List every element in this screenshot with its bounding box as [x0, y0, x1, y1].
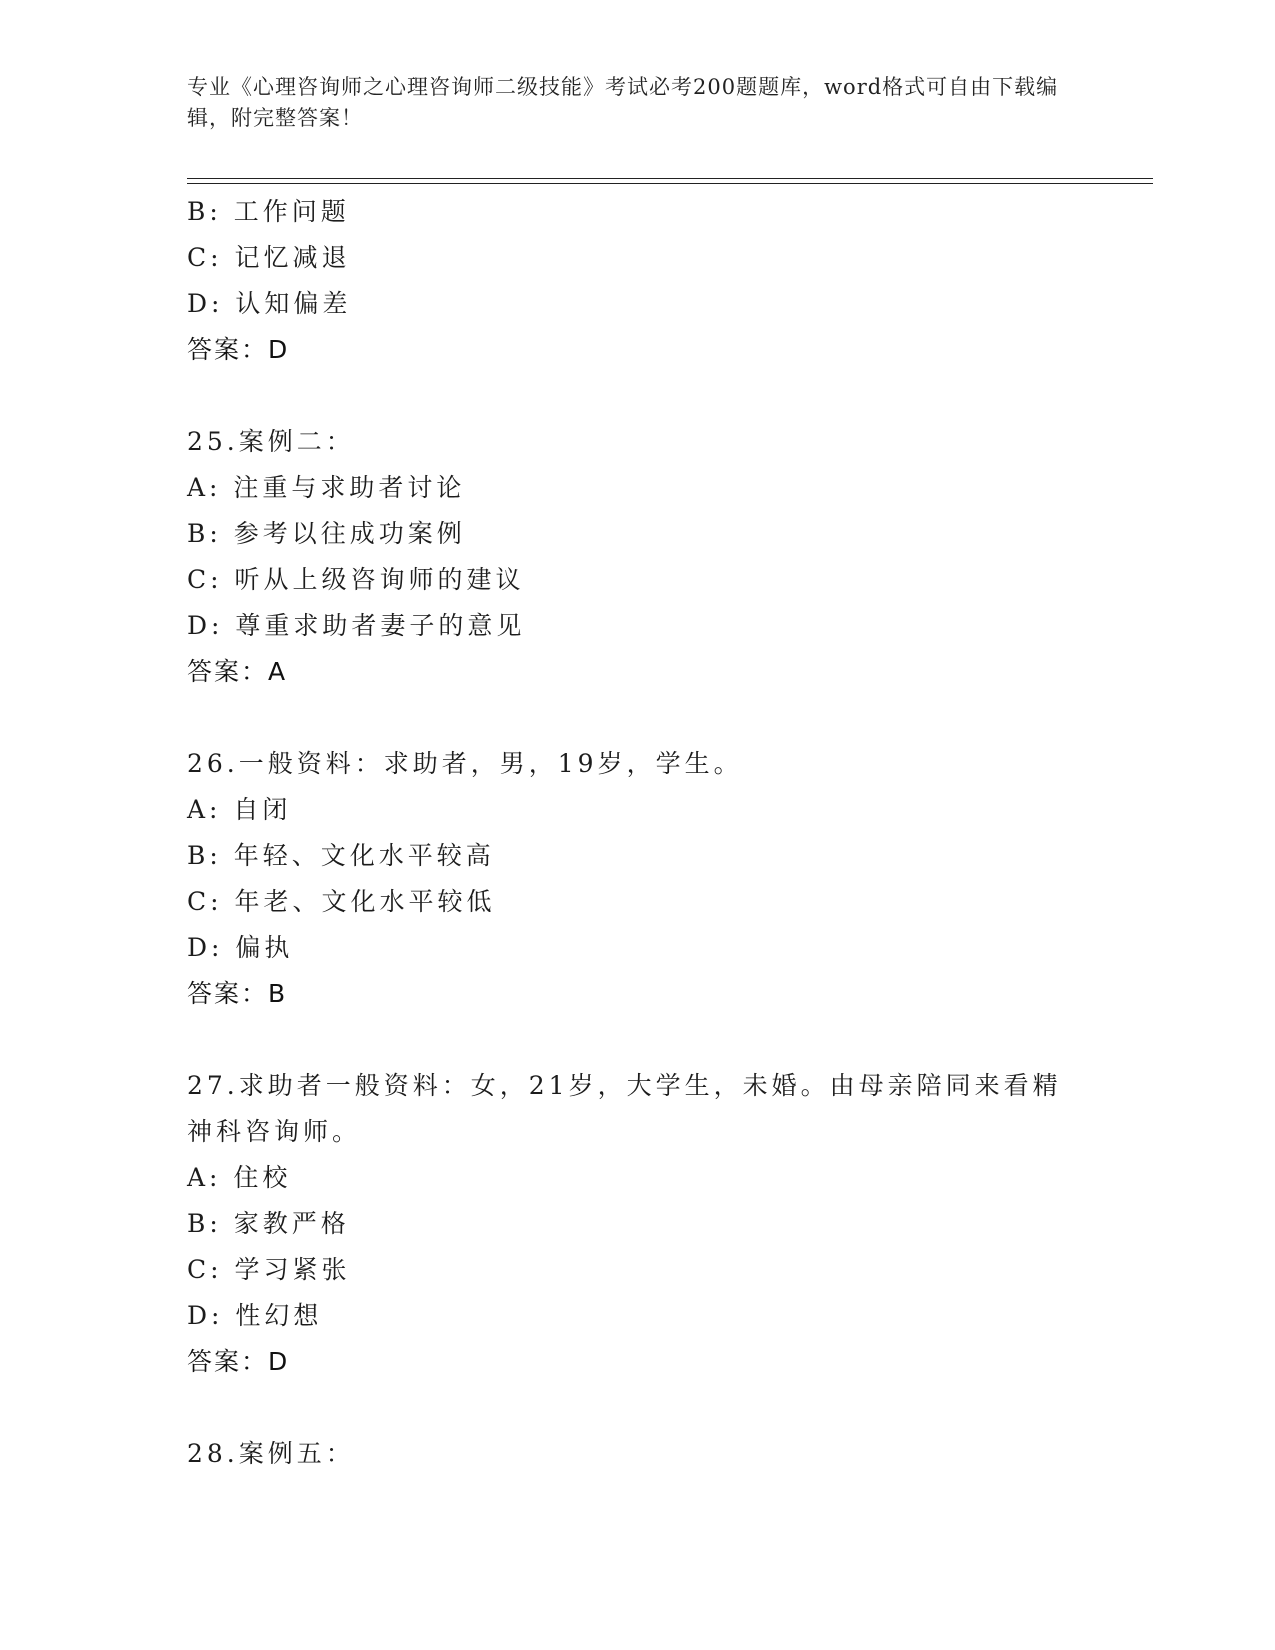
option-c: C: 听从上级咨询师的建议: [187, 565, 525, 594]
question-stem: 25.案例二：: [187, 427, 355, 456]
option-c: C: 年老、文化水平较低: [187, 887, 496, 916]
answer-line: 答案：A: [187, 657, 288, 686]
option-b: B: 工作问题: [187, 197, 350, 226]
option-d: D: 偏执: [187, 933, 294, 962]
question-stem: 26.一般资料：求助者，男，19岁，学生。: [187, 749, 743, 778]
option-b: B: 参考以往成功案例: [187, 519, 466, 548]
spacer: [187, 1017, 1087, 1063]
question-28: [187, 1431, 1087, 1477]
option-a: A: 住校: [187, 1163, 292, 1192]
option-a: A: 注重与求助者讨论: [187, 473, 466, 502]
option-d: D: 性幻想: [187, 1301, 323, 1330]
spacer: [187, 695, 1087, 741]
header-rule-bottom: [187, 183, 1153, 184]
question-26: [187, 741, 1087, 1017]
option-b: B: 年轻、文化水平较高: [187, 841, 495, 870]
option-a: A: 自闭: [187, 795, 292, 824]
answer-line: 答案：D: [187, 1347, 290, 1376]
answer-line: 答案：B: [187, 979, 288, 1008]
question-stem: 27.求助者一般资料：女，21岁，大学生，未婚。由母亲陪同来看精神科咨询师。: [187, 1071, 1062, 1146]
question-25: [187, 419, 1087, 695]
option-d: D: 认知偏差: [187, 289, 352, 318]
question-list: [187, 189, 1087, 1477]
page-header: 专业《心理咨询师之心理咨询师二级技能》考试必考200题题库，word格式可自由下载编辑，附完整答案！: [187, 75, 1059, 130]
option-d: D: 尊重求助者妻子的意见: [187, 611, 526, 640]
question-27: [187, 1063, 1087, 1385]
option-c: C: 记忆减退: [187, 243, 351, 272]
question-24: [187, 189, 1087, 373]
answer-line: 答案：D: [187, 335, 290, 364]
option-c: C: 学习紧张: [187, 1255, 351, 1284]
option-b: B: 家教严格: [187, 1209, 350, 1238]
spacer: [187, 1385, 1087, 1431]
question-stem: 28.案例五：: [187, 1439, 355, 1468]
spacer: [187, 373, 1087, 419]
header-rule-top: [187, 178, 1153, 179]
